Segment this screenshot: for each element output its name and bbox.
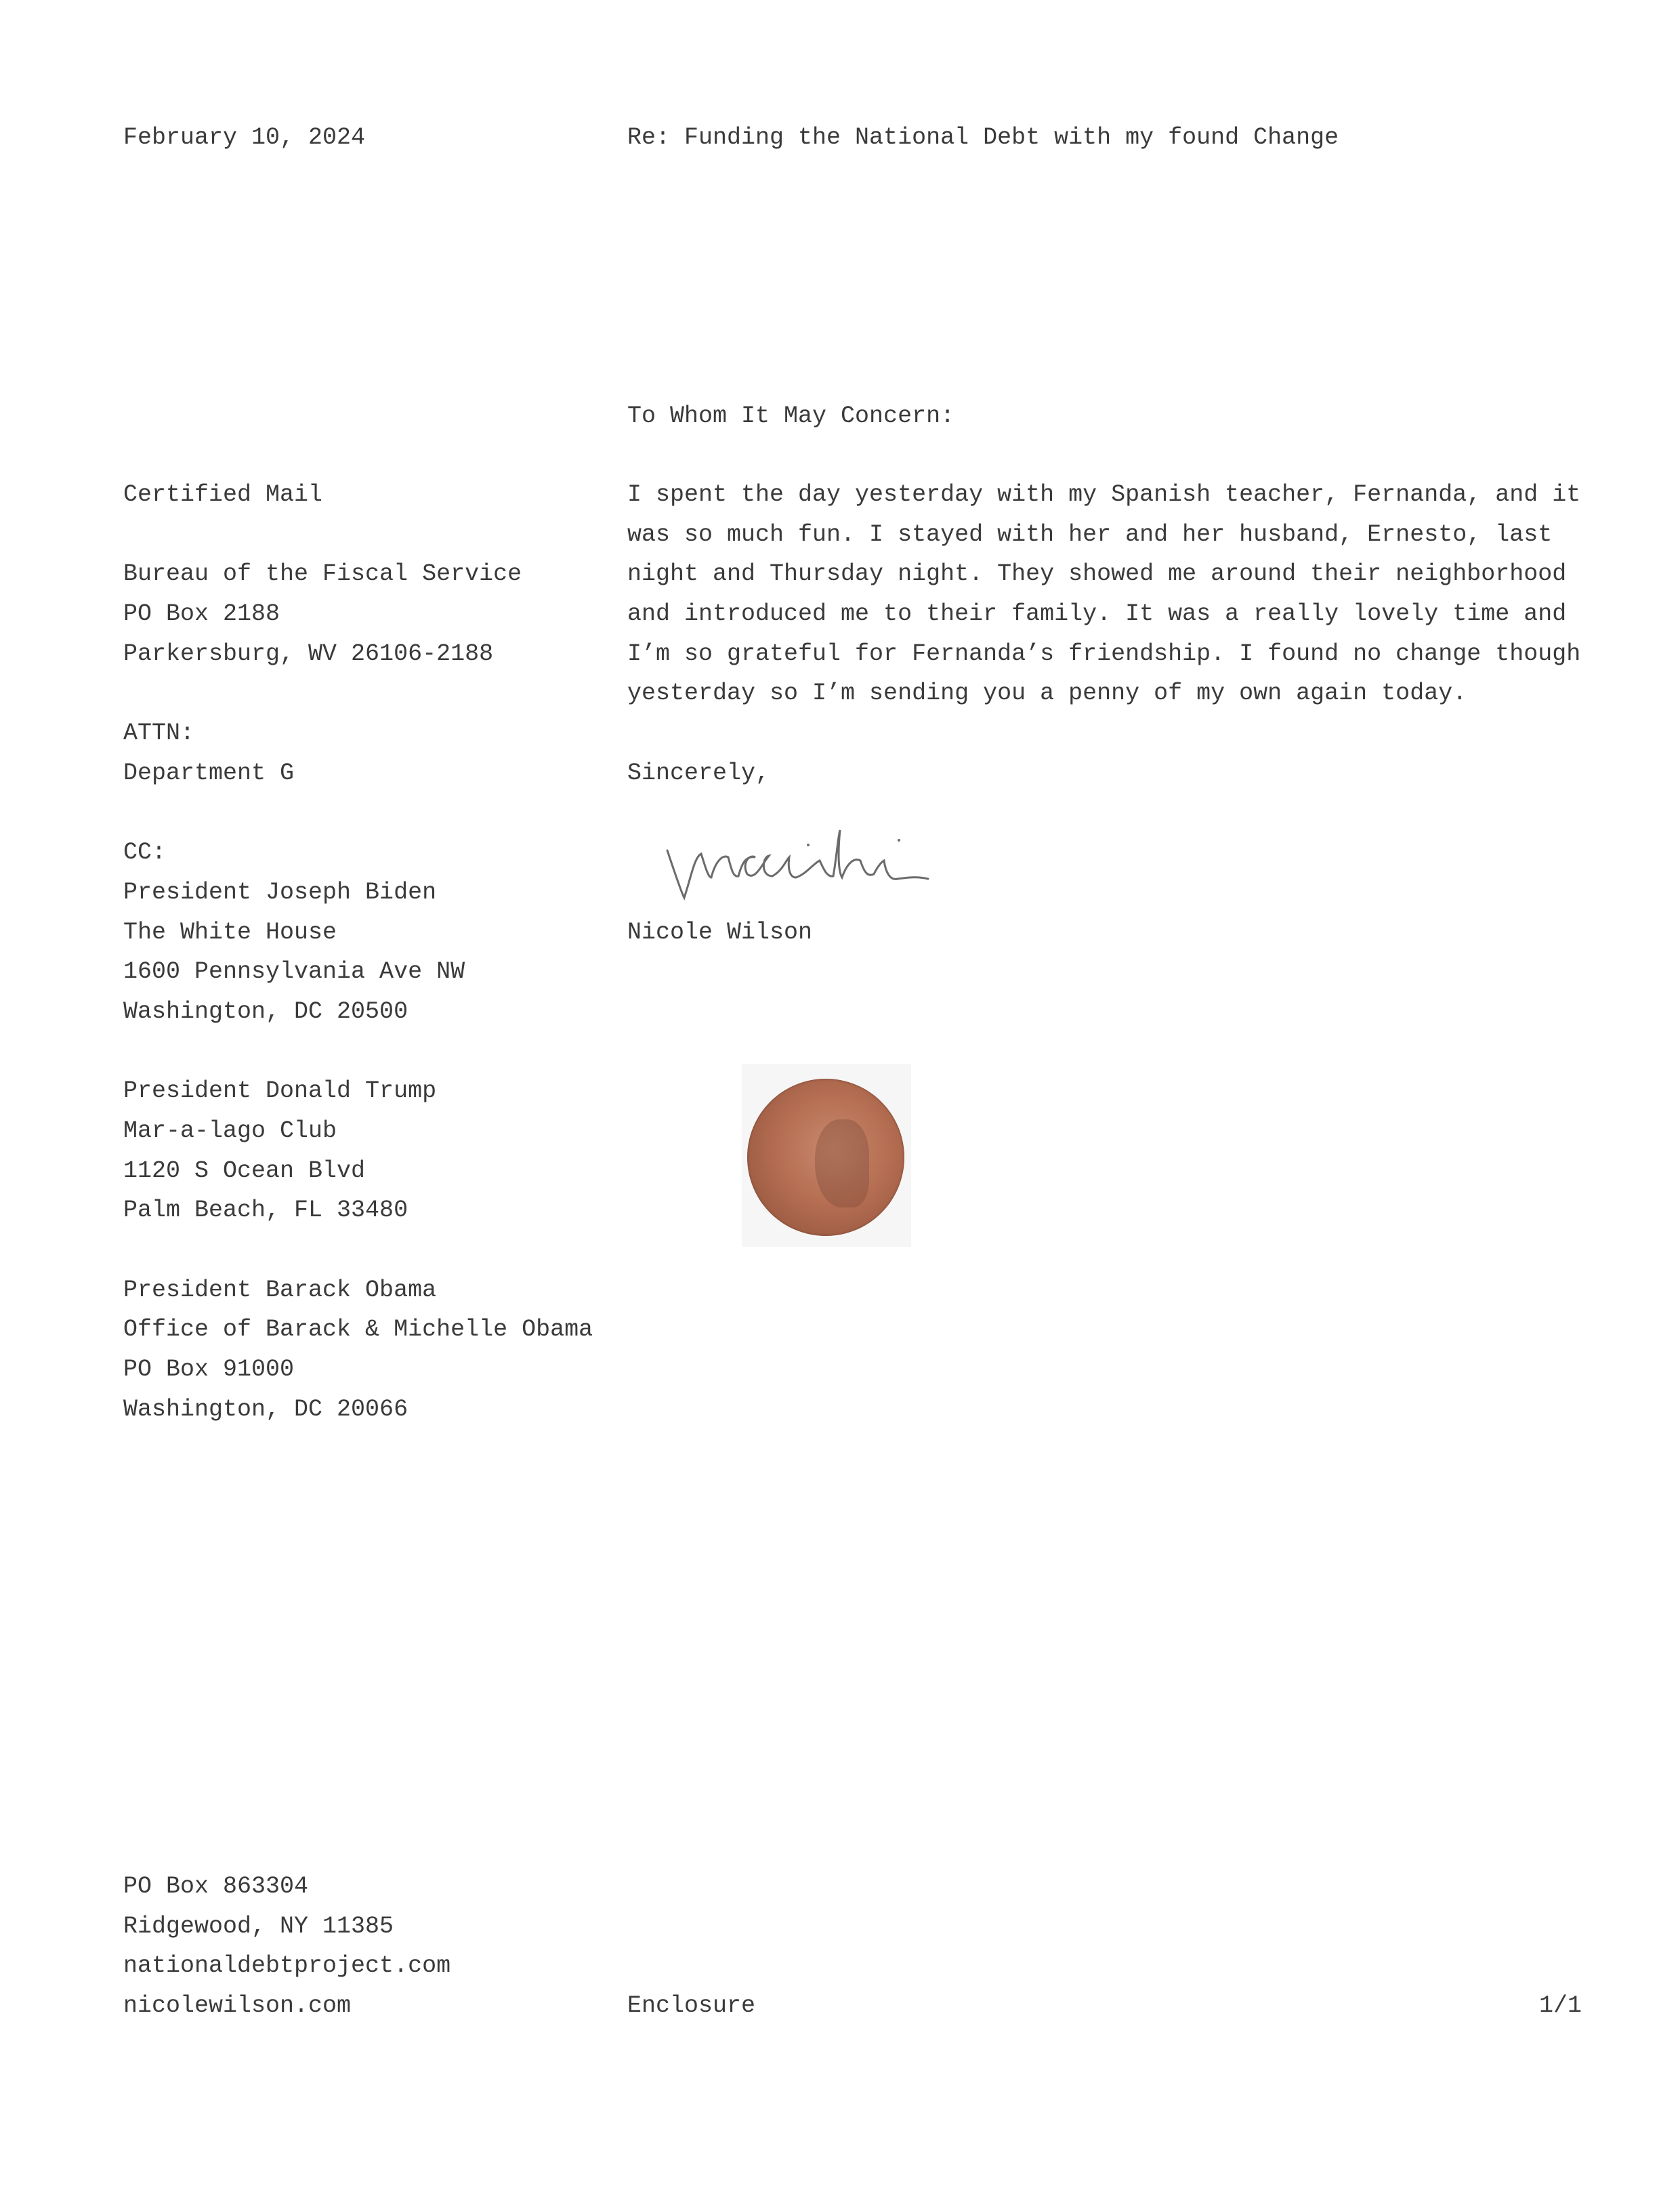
cc-line: Palm Beach, FL 33480 <box>123 1197 408 1224</box>
cc-line: 1600 Pennsylvania Ave NW <box>123 958 465 986</box>
enclosure-note: Enclosure <box>627 1992 756 2019</box>
letter-date: February 10, 2024 <box>123 124 366 151</box>
cc-line: President Joseph Biden <box>123 878 437 906</box>
cc-label: CC: <box>123 839 167 867</box>
penny-coin <box>747 1079 904 1236</box>
body-line: night and Thursday night. They showed me around their neighborhood <box>627 560 1567 588</box>
attn-label: ATTN: <box>123 720 195 747</box>
body-line: yesterday so I’m sending you a penny of my own again today. <box>627 680 1467 707</box>
body-line: I’m so grateful for Fernanda’s friendship. I found no change though <box>627 640 1581 667</box>
cc-line: Office of Barack & Michelle Obama <box>123 1316 593 1344</box>
sender-website: nicolewilson.com <box>123 1992 352 2020</box>
cc-line: 1120 S Ocean Blvd <box>123 1157 366 1184</box>
letter-subject: Re: Funding the National Debt with my found Change <box>627 124 1339 151</box>
sender-line: PO Box 863304 <box>123 1873 309 1900</box>
sender-website: nationaldebtproject.com <box>123 1952 451 1980</box>
sender-line: Ridgewood, NY 11385 <box>123 1912 394 1940</box>
body-line: and introduced me to their family. It was a really lovely time and <box>627 600 1567 628</box>
delivery-method: Certified Mail <box>123 481 323 508</box>
recipient-line: PO Box 2188 <box>123 600 280 628</box>
address-block <box>123 475 593 1430</box>
handwritten-signature <box>660 823 999 905</box>
recipient-line: Parkersburg, WV 26106-2188 <box>123 640 494 667</box>
cc-line: Washington, DC 20066 <box>123 1395 408 1423</box>
body-line: was so much fun. I stayed with her and her husband, Ernesto, last <box>627 520 1553 548</box>
recipient-line: Bureau of the Fiscal Service <box>123 560 522 588</box>
signer-name: Nicole Wilson <box>627 918 813 946</box>
attn-value: Department G <box>123 759 295 787</box>
cc-line: Mar-a-lago Club <box>123 1117 337 1144</box>
penny-image <box>742 1064 911 1247</box>
salutation: To Whom It May Concern: <box>627 402 955 430</box>
cc-line: President Barack Obama <box>123 1276 437 1304</box>
page-number: 1/1 <box>1538 1992 1582 2019</box>
closing: Sincerely, <box>627 759 770 787</box>
sender-address <box>123 1867 450 2026</box>
cc-line: President Donald Trump <box>123 1077 437 1105</box>
cc-line: The White House <box>123 918 337 946</box>
cc-line: PO Box 91000 <box>123 1356 295 1384</box>
cc-line: Washington, DC 20500 <box>123 997 408 1025</box>
body-line: I spent the day yesterday with my Spanish teacher, Fernanda, and it <box>627 481 1581 508</box>
